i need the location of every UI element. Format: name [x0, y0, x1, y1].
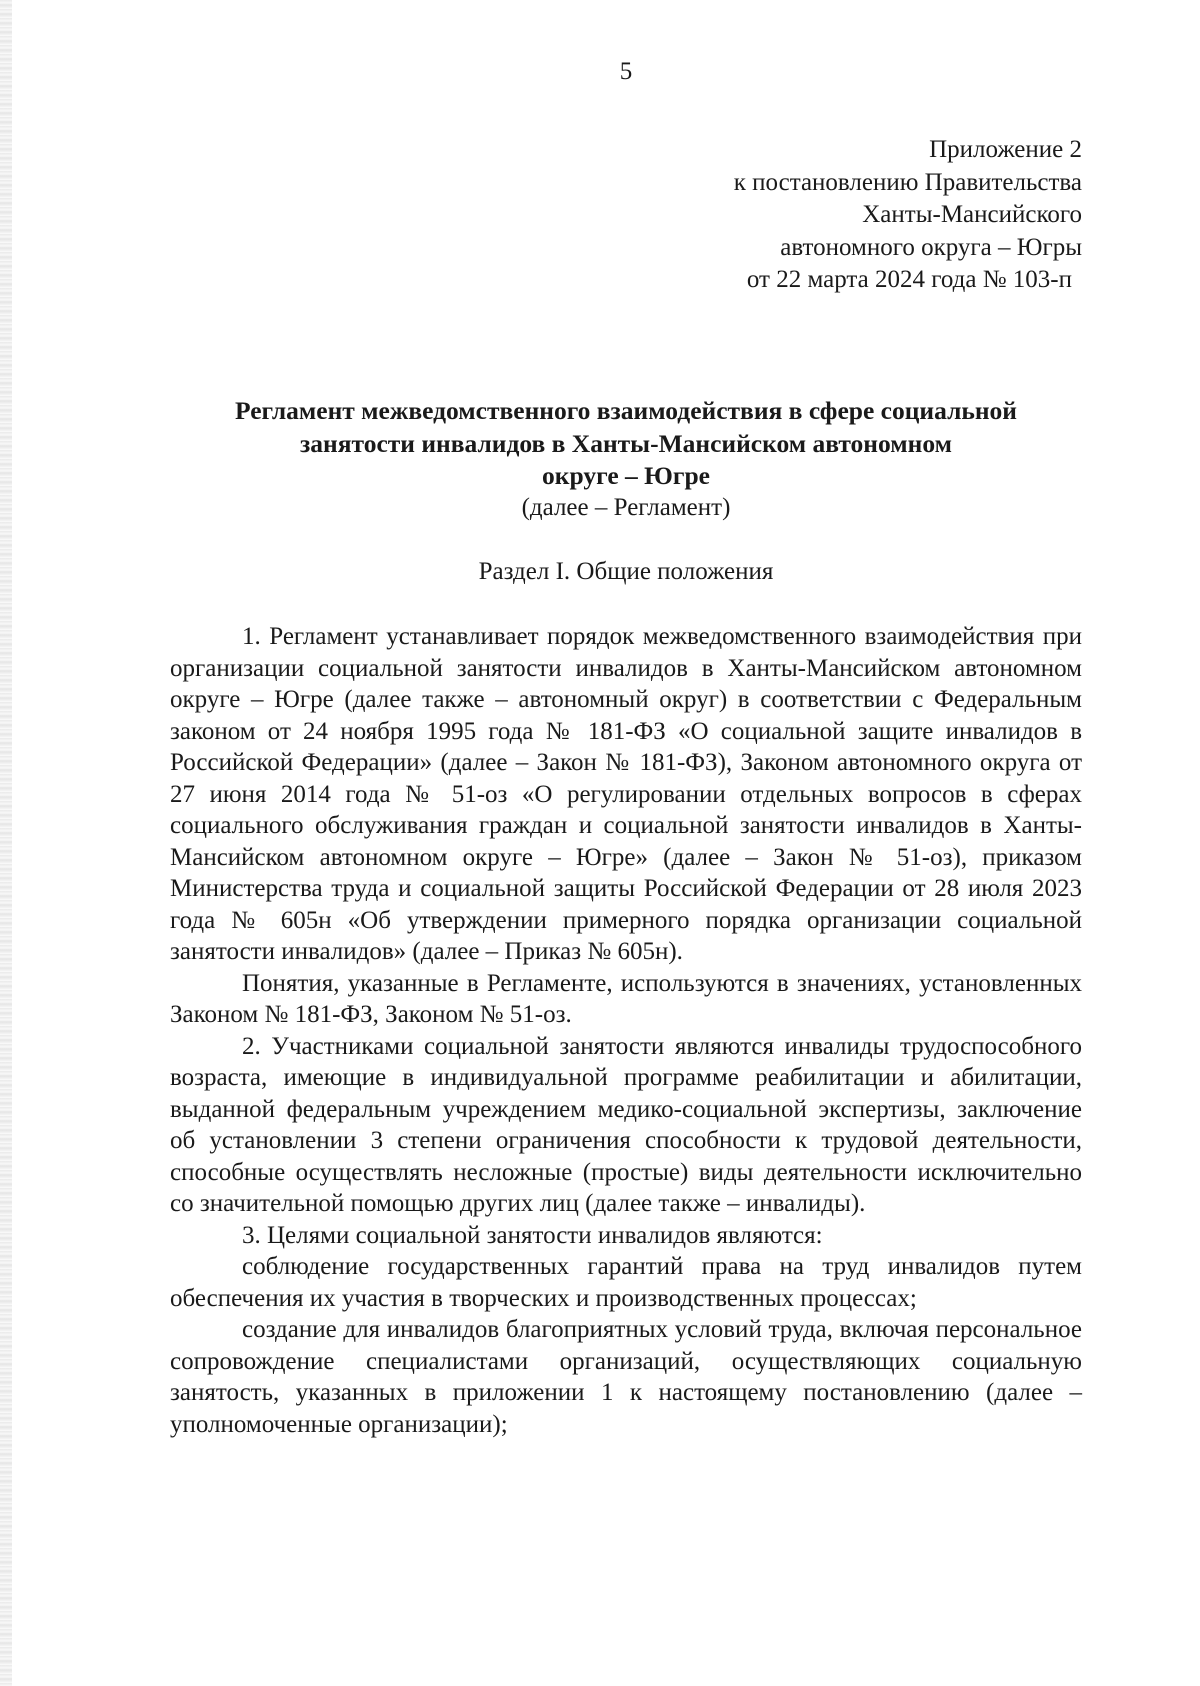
- document-subtitle: (далее – Регламент): [521, 494, 731, 521]
- paragraph-5: соблюдение государственных гарантий права на труд инвалидов путем обеспечения их участия в творческих и производственных процессах;: [170, 1253, 1082, 1312]
- paragraph-1: 1. Регламент устанавливает порядок межведомственного взаимодействия при организации социальной занятости инвалидов в Ханты-Мансийском автономном округе – Югре (далее также – автономный округ) в соответствии с Федеральным законом от 24 ноября 1995 года № 181-ФЗ «О социальной защите инвалидов в Российской Федерации» (далее – Закон № 181-ФЗ), Законом автономного округа от 27 июня 2014 года № 51-оз «О регулировании отдельных вопросов в сферах социального обслуживания граждан и социальной занятости инвалидов в Ханты-Мансийском автономном округе – Югре» (далее – Закон № 51-оз), приказом Министерства труда и социальной защиты Российской Федерации от 28 июля 2023 года № 605н «Об утверждении примерного порядка организации социальной занятости инвалидов» (далее – Приказ № 605н).: [170, 623, 1082, 965]
- appendix-line-4: автономного округа – Югры: [780, 233, 1082, 261]
- title-line-3: округе – Югре: [542, 461, 710, 490]
- appendix-line-5: от 22 марта 2024 года № 103-п: [746, 266, 1072, 293]
- appendix-line-1: Приложение 2: [929, 136, 1082, 163]
- section-heading: Раздел I. Общие положения: [478, 558, 774, 585]
- scan-edge-artifact: [0, 0, 12, 1686]
- page-number: 5: [619, 58, 633, 85]
- paragraph-2: Понятия, указанные в Регламенте, используются в значениях, установленных Законом № 181-ФЗ, Законом № 51-оз.: [170, 969, 1082, 1028]
- title-line-1: Регламент межведомственного взаимодействия в сфере социальной: [235, 396, 1017, 425]
- appendix-header: [734, 134, 1082, 297]
- appendix-line-2: к постановлению Правительства: [733, 168, 1082, 196]
- document-body: [170, 621, 1082, 1440]
- paragraph-6: создание для инвалидов благоприятных условий труда, включая персональное сопровождение специалистами организаций, осуществляющих социальную занятость, указанных в приложении 1 к настоящему постановлению (далее – уполномоченные организации);: [170, 1316, 1082, 1438]
- title-line-2: занятости инвалидов в Ханты-Мансийском автономном: [300, 428, 952, 458]
- document-title: [170, 395, 1082, 493]
- paragraph-3: 2. Участниками социальной занятости являются инвалиды трудоспособного возраста, имеющие в индивидуальной программе реабилитации и абилитации, выданной федеральным учреждением медико-социальной экспертизы, заключение об установлении 3 степени ограничения способности к трудовой деятельности, способные осуществлять несложные (простые) виды деятельности исключительно со значительной помощью других лиц (далее также – инвалиды).: [170, 1032, 1082, 1217]
- appendix-line-3: Ханты-Мансийского: [862, 201, 1082, 228]
- paragraph-4: 3. Целями социальной занятости инвалидов являются:: [242, 1221, 823, 1249]
